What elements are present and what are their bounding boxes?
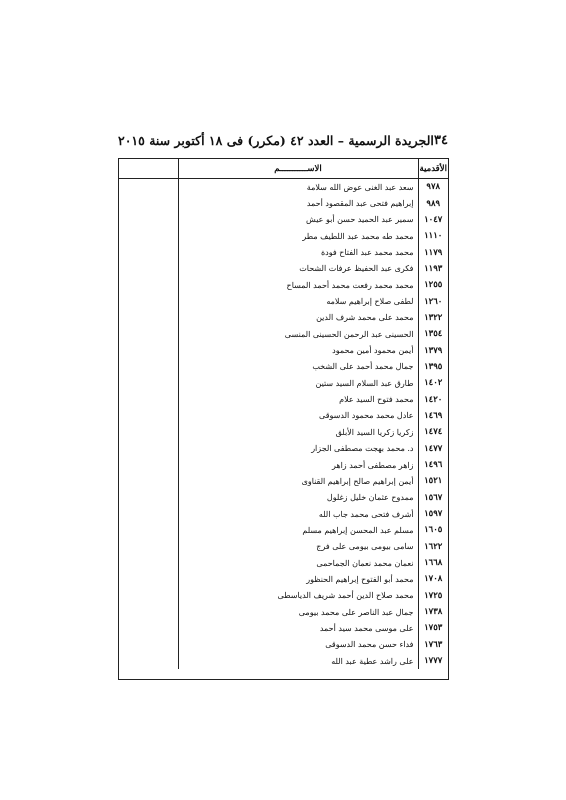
- empty-cell: [119, 506, 178, 522]
- empty-cell: [119, 539, 178, 555]
- seniority-number: ١٣٢٢: [418, 310, 448, 326]
- person-name: جمال محمد أحمد على الشخب: [178, 359, 418, 375]
- seniority-number: ١٤٦٩: [418, 408, 448, 424]
- person-name: محمد محمد عبد الفتاح فودة: [178, 244, 418, 260]
- empty-cell: [119, 326, 178, 342]
- seniority-number: ١٧٢٥: [418, 588, 448, 604]
- table-row: [119, 375, 448, 391]
- table-row: [119, 555, 448, 571]
- empty-cell: [119, 620, 178, 636]
- seniority-number: ١١٩٣: [418, 261, 448, 277]
- empty-cell: [119, 637, 178, 653]
- seniority-number: ١٧٦٣: [418, 637, 448, 653]
- table-row: [119, 195, 448, 211]
- seniority-number: ١٤٧٧: [418, 441, 448, 457]
- empty-cell: [119, 604, 178, 620]
- empty-cell: [119, 555, 178, 571]
- empty-cell: [119, 277, 178, 293]
- person-name: محمد أبو الفتوح إبراهيم الحنظور: [178, 571, 418, 587]
- seniority-number: ١٣٧٩: [418, 342, 448, 358]
- seniority-number: ١٤٩٦: [418, 457, 448, 473]
- person-name: نعمان محمد نعمان الجماحمى: [178, 555, 418, 571]
- empty-cell: [119, 408, 178, 424]
- table-row: [119, 261, 448, 277]
- table-row: [119, 359, 448, 375]
- table-row: [119, 293, 448, 309]
- person-name: ممدوح عثمان خليل زغلول: [178, 490, 418, 506]
- empty-cell: [119, 228, 178, 244]
- empty-cell: [119, 261, 178, 277]
- seniority-number: ١٤٠٢: [418, 375, 448, 391]
- table-row: [119, 604, 448, 620]
- empty-cell: [119, 522, 178, 538]
- person-name: على راشد عطية عبد الله: [178, 653, 418, 669]
- person-name: أشرف فتحى محمد جاب الله: [178, 506, 418, 522]
- person-name: سعد عبد الغنى عوض الله سلامة: [178, 179, 418, 196]
- seniority-number: ١٣٩٥: [418, 359, 448, 375]
- empty-cell: [119, 441, 178, 457]
- empty-cell: [119, 571, 178, 587]
- empty-cell: [119, 653, 178, 669]
- person-name: د. محمد بهجت مصطفى الجزار: [178, 441, 418, 457]
- person-name: مسلم عبد المحسن إبراهيم مسلم: [178, 522, 418, 538]
- table-row: [119, 539, 448, 555]
- table-row: [119, 653, 448, 669]
- person-name: أيمن محمود أمين محمود: [178, 342, 418, 358]
- table-row: [119, 424, 448, 440]
- person-name: محمد فتوح السيد علام: [178, 391, 418, 407]
- seniority-number: ١٤٢٠: [418, 391, 448, 407]
- table-body: [119, 179, 448, 670]
- page-number: ٣٤: [434, 132, 448, 148]
- seniority-number: ١٧٣٨: [418, 604, 448, 620]
- person-name: محمد على محمد شرف الدين: [178, 310, 418, 326]
- empty-cell: [119, 359, 178, 375]
- seniority-number: ١٦٠٥: [418, 522, 448, 538]
- seniority-number: ١٣٥٤: [418, 326, 448, 342]
- person-name: لطفى صلاح إبراهيم سلامه: [178, 293, 418, 309]
- person-name: محمد طه محمد عبد اللطيف مطر: [178, 228, 418, 244]
- person-name: زاهر مصطفى أحمد زاهر: [178, 457, 418, 473]
- seniority-number: ٩٧٨: [418, 179, 448, 196]
- seniority-number: ١٥٦٧: [418, 490, 448, 506]
- person-name: فداء حسن محمد الدسوقى: [178, 637, 418, 653]
- seniority-number: ٩٨٩: [418, 195, 448, 211]
- person-name: أيمن إبراهيم صالح إبراهيم القناوى: [178, 473, 418, 489]
- empty-cell: [119, 179, 178, 196]
- seniority-number: ١١٧٩: [418, 244, 448, 260]
- column-header-seniority: الأقدمية: [418, 159, 448, 179]
- person-name: سامى بيومى بيومى على فرج: [178, 539, 418, 555]
- gazette-title: الجريدة الرسمية – العدد ٤٢ (مكرر) فى ١٨ أكتوبر سنة ٢٠١٥: [118, 132, 434, 148]
- table-row: [119, 228, 448, 244]
- table-row: [119, 473, 448, 489]
- empty-cell: [119, 588, 178, 604]
- person-name: محمد صلاح الدين أحمد شريف الدياسطى: [178, 588, 418, 604]
- table-row: [119, 457, 448, 473]
- table-row: [119, 490, 448, 506]
- seniority-number: ١٦٦٨: [418, 555, 448, 571]
- table-row: [119, 342, 448, 358]
- table-row: [119, 212, 448, 228]
- empty-cell: [119, 293, 178, 309]
- table-row: [119, 310, 448, 326]
- seniority-table: [118, 158, 449, 680]
- person-name: إبراهيم فتحى عبد المقصود أحمد: [178, 195, 418, 211]
- seniority-number: ١٢٦٠: [418, 293, 448, 309]
- seniority-number: ١٥٢١: [418, 473, 448, 489]
- table-row: [119, 441, 448, 457]
- table-header-row: [119, 159, 448, 179]
- empty-cell: [119, 310, 178, 326]
- person-name: طارق عبد السلام السيد ستين: [178, 375, 418, 391]
- table-row: [119, 571, 448, 587]
- empty-cell: [119, 375, 178, 391]
- empty-cell: [119, 490, 178, 506]
- empty-cell: [119, 473, 178, 489]
- table-row: [119, 637, 448, 653]
- table-row: [119, 588, 448, 604]
- table-row: [119, 277, 448, 293]
- person-name: محمد محمد رفعت محمد أحمد المساح: [178, 277, 418, 293]
- seniority-number: ١٤٧٤: [418, 424, 448, 440]
- seniority-number: ١٧٥٣: [418, 620, 448, 636]
- seniority-number: ١٢٥٥: [418, 277, 448, 293]
- empty-cell: [119, 212, 178, 228]
- person-name: فكرى عبد الحفيظ عرفات الشحات: [178, 261, 418, 277]
- table-row: [119, 391, 448, 407]
- seniority-number: ١٠٤٧: [418, 212, 448, 228]
- empty-cell: [119, 195, 178, 211]
- table-row: [119, 408, 448, 424]
- seniority-number: ١٦٢٢: [418, 539, 448, 555]
- table-row: [119, 522, 448, 538]
- person-name: جمال عبد الناصر على محمد بيومى: [178, 604, 418, 620]
- seniority-number: ١٧٧٧: [418, 653, 448, 669]
- table-row: [119, 244, 448, 260]
- table-row: [119, 179, 448, 196]
- empty-cell: [119, 342, 178, 358]
- table-row: [119, 620, 448, 636]
- empty-cell: [119, 457, 178, 473]
- person-name: الحسينى عبد الرحمن الحسينى المنسى: [178, 326, 418, 342]
- person-name: عادل محمد محمود الدسوقى: [178, 408, 418, 424]
- column-header-name: الاســـــــــــم: [178, 159, 418, 179]
- empty-cell: [119, 391, 178, 407]
- seniority-number: ١١١٠: [418, 228, 448, 244]
- column-header-empty: [119, 159, 178, 179]
- person-name: زكريا زكريا السيد الأبلق: [178, 424, 418, 440]
- table-row: [119, 326, 448, 342]
- empty-cell: [119, 424, 178, 440]
- seniority-number: ١٥٩٧: [418, 506, 448, 522]
- table-row: [119, 506, 448, 522]
- person-name: على موسى محمد سيد أحمد: [178, 620, 418, 636]
- person-name: سمير عبد الحميد حسن أبو عيش: [178, 212, 418, 228]
- empty-cell: [119, 244, 178, 260]
- page-header: [118, 129, 448, 151]
- seniority-number: ١٧٠٨: [418, 571, 448, 587]
